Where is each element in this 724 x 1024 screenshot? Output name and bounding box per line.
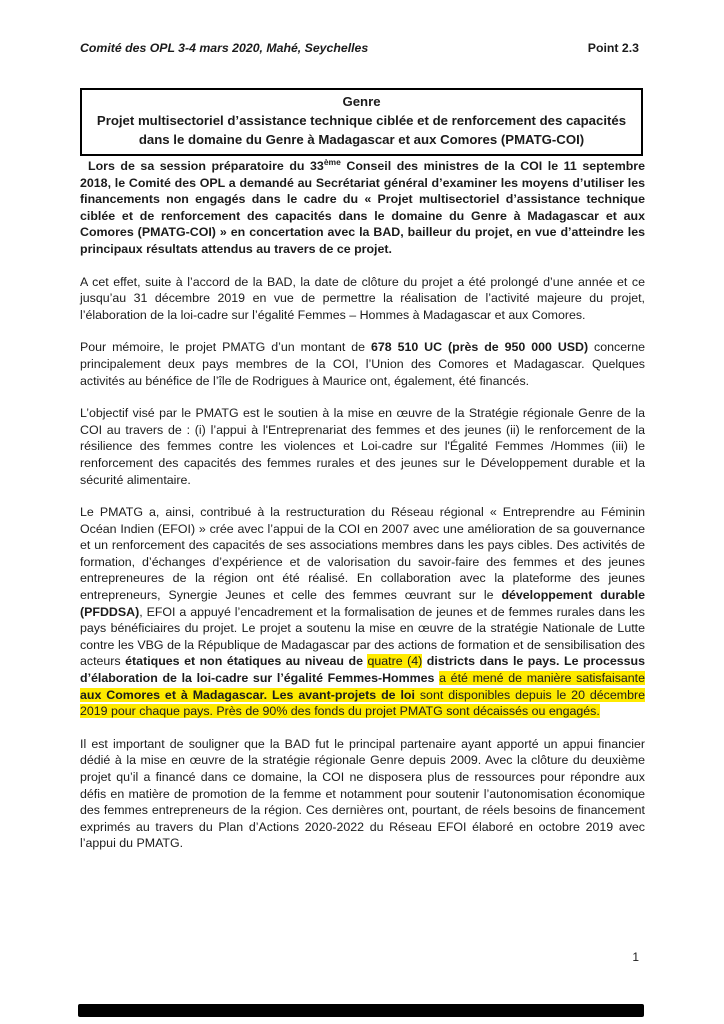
header-agenda-point: Point 2.3 bbox=[587, 41, 639, 55]
document-title-box bbox=[80, 88, 643, 156]
paragraph-2 bbox=[80, 274, 645, 324]
text-run: L’objectif visé par le PMATG est le soutien à la mise en œuvre de la Stratégie régionale Genre de la COI au travers de : (i) l’appui à l'Entreprenariat des femmes et des jeunes (ii) le renforcement de la résilience des femmes contre les violences et Loi-cadre sur l'Égalité Femmes /Hommes (iii) le renforcement des capacités des femmes rurales et des jeunes sur le Développement durable et la sécurité alimentaire. bbox=[80, 406, 645, 487]
text-run: développement durable (PFDDSA) bbox=[80, 588, 645, 619]
scan-footer-bar bbox=[78, 1004, 644, 1017]
text-run: concerne principalement deux pays membres de la COI, l’Union des Comores et Madagascar. Quelques activités au bénéfice de l’île de Rodrigues à Maurice ont, également, été financés. bbox=[80, 340, 646, 388]
paragraph-5 bbox=[80, 504, 645, 720]
text-run: Il est important de souligner que la BAD fut le principal partenaire ayant apporté un appui financier dédié à la mise en œuvre de la stratégie régionale Genre depuis 2009. Avec la clôture du deuxième projet qu’il a financé dans ce domaine, la COI ne disposera plus de ressources pour répondre aux défis en matière de promotion de la femme et notamment pour soutenir l’autonomisation économique des femmes entrepreneurs de la région. Ces dernières ont, pourtant, de réels besoins de financement exprimés au travers du Plan d’Actions 2020-2022 du Réseau EFOI élaboré en octobre 2019 avec l’appui du PMATG. bbox=[80, 736, 645, 851]
text-run: ème bbox=[323, 156, 341, 167]
text-run: A cet effet, suite à l’accord de la BAD, la date de clôture du projet a été prolongé d’une année et ce jusqu’au 31 décembre 2019 en vue de permettre la réalisation de l’activité majeure du projet, l’élaboration de la loi-cadre sur l’égalité Femmes – Hommes à Madagascar et aux Comores. bbox=[80, 274, 645, 322]
text-run: étatiques et non étatiques au niveau de bbox=[125, 654, 368, 669]
highlighted-text-run: sont disponibles depuis le 20 décembre 2019 pour chaque pays. Près de 90% des fonds du projet PMATG sont décaissés ou engagés. bbox=[80, 687, 645, 719]
paragraph-1 bbox=[80, 158, 645, 258]
text-run: , EFOI a appuyé l’encadrement et la formalisation de jeunes et de femmes rurales dans les pays bénéficiaires du projet. Le projet a soutenu la mise en œuvre de la stratégie Nationale de Lutte contre les VBG de la République de Madagascar par des actions de formation et de sensibilisation des acteurs bbox=[80, 604, 645, 669]
text-run: Le PMATG a, ainsi, contribué à la restructuration du Réseau régional « Entreprendre au Féminin Océan Indien (EFOI) » crée avec l’appui de la COI en 2007 avec une amélioration de sa gouvernance et un renforcement des capacités de ses associations membres dans les pays cibles. Des activités de formation, d’échanges d’expérience et de valorisation du savoir-faire des femmes et des jeunes entrepreneures de la région ont été réalisé. En collaboration avec la plateforme des jeunes entrepreneurs, Synergie Jeunes et celle des femmes œuvrant sur le bbox=[80, 505, 645, 603]
paragraph-3 bbox=[80, 339, 645, 389]
header-event-title: Comité des OPL 3-4 mars 2020, Mahé, Seychelles bbox=[80, 41, 369, 55]
page-number: 1 bbox=[632, 950, 639, 964]
text-run: 678 510 UC (près de 950 000 USD) bbox=[370, 340, 589, 355]
paragraph-4 bbox=[80, 405, 645, 488]
text-run: Conseil des ministres de la COI le 11 septembre 2018, le Comité des OPL a demandé au Secrétariat général d’examiner les moyens d’utiliser les financements non engagés dans le cadre du « Projet multisectoriel d’assistance technique ciblée et de renforcement des capacités dans le domaine du Genre à Madagascar et aux Comores (PMATG-COI) » en concertation avec la BAD, bailleur du projet, en vue d’atteindre les principaux résultats attendus au travers de ce projet. bbox=[80, 159, 645, 256]
text-run: districts dans le pays. Le processus d’élaboration de la loi-cadre sur l’égalité Femmes-Hommes bbox=[80, 654, 645, 686]
title-text: Projet multisectoriel d’assistance technique ciblée et de renforcement des capacités dans le domaine du Genre à Madagascar et aux Comores (PMATG-COI) bbox=[96, 112, 627, 147]
highlighted-text-run: a été mené de manière satisfaisante bbox=[439, 671, 646, 686]
page-header bbox=[80, 41, 639, 55]
highlighted-text-run: aux Comores et à Madagascar. Les avant-projets de loi bbox=[80, 687, 420, 702]
highlighted-text-run: quatre (4) bbox=[367, 654, 423, 669]
text-run: Lors de sa session préparatoire du 33 bbox=[88, 159, 324, 173]
title-category: Genre bbox=[342, 94, 381, 109]
paragraph-6 bbox=[80, 736, 645, 852]
text-run: Pour mémoire, le projet PMATG d’un montant de bbox=[80, 340, 371, 355]
document-body bbox=[80, 158, 645, 868]
